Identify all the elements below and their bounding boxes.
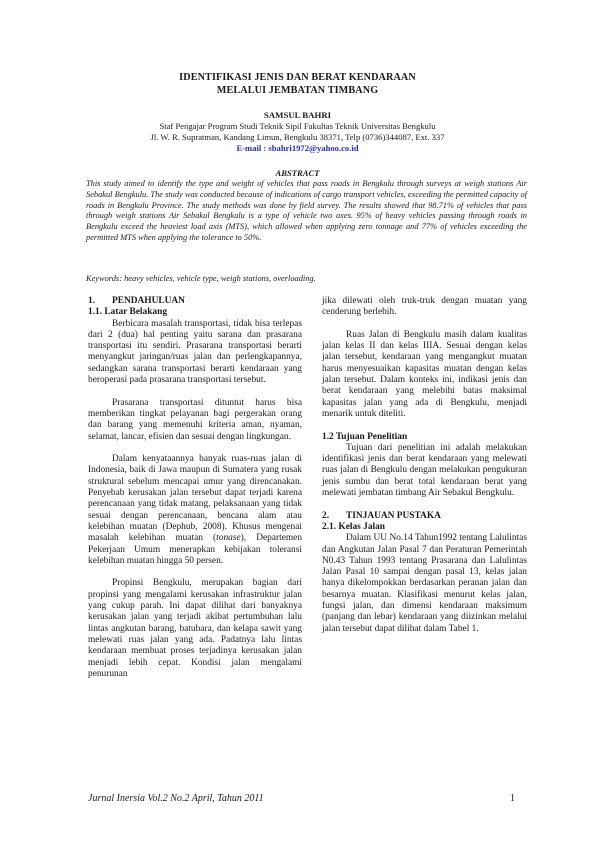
subsection-1-1-heading: 1.1. Latar Belakang xyxy=(88,307,168,318)
paragraph-4: Propinsi Bengkulu, merupakan bagian dari propinsi yang mengalami kerusakan infrastruktur jalan yang cukup parah. Ini dapat dilihat dari banyaknya kerusakan jalan yang terjadi akibat pertumbuhan lalu lintas angkutan barang, batubara, dan kelapa sawit yang melewati ruas jalan yang ada. Padatnya lalu lintas kendaraan membuat proses terjadinya kerusakan jalan menjadi lebih cepat. Kondisi jalan mengalami penurunan xyxy=(88,578,302,679)
paragraph-3-text-a: Dalam kenyataannya banyak ruas-ruas jalan di Indonesia, baik di Jawa maupun di Sumatera yang rusak struktural sebelum mencapai umur yang direncanakan. Penyebab kerusakan jalan tersebut dapat terjadi karena perencanaan yang tidak matang, pelaksanaan yang tidak sesuai dengan perencanaan, bencana alam atau kelebihan muatan (Dephub, 2008). Khusus mengenai masalah kelebihan muatan ( xyxy=(88,454,302,544)
paragraph-8: Dalam UU No.14 Tahun1992 tentang Lalulintas dan Angkutan Jalan Pasal 7 dan Peraturan Pemerintah N0.43 Tahun 1993 tentang Prasarana dan Lalulintas Jalan Pasal 10 sampai dengan pasal 13, kelas jalan hanya dikelompokkan berdasarkan peranan jalan dan besarnya muatan. Klasifikasi menurut kelas jalan, fungsi jalan, dan dimensi kendaraan maksimum (panjang dan lebar) kendaraan yang diizinkan melalui jalan tersebut dapat dilihat dalam Tabel 1. xyxy=(322,533,527,634)
paragraph-3 xyxy=(88,454,302,567)
author-name: SAMSUL BAHRI xyxy=(263,110,332,120)
section-2-title: TINJAUAN PUSTAKA xyxy=(346,510,441,521)
section-2-heading xyxy=(322,511,527,522)
affiliation-line-2: Jl. W. R. Supratman, Kandang Limun, Bengkulu 38371, Telp (0736)344087, Ext. 337 xyxy=(150,132,445,142)
paragraph-7: Tujuan dari penelitian ini adalah melakukan identifikasi jenis dan berat kendaraan yang melewati ruas jalan di Bengkulu dengan melakukan pengukuran jenis sumbu dan berat total kendaraan berat yang melewati jembatan timbang Air Sebakul Bengkulu. xyxy=(322,442,527,499)
abstract-text: This study aimed to identify the type and weight of vehicles that pass roads in Bengkulu through surveys at weigh stations Air Sebakul Bengkulu. The study was conducted because of indications of cargo transport vehicles, exceeding the permitted capacity of roads in Bengkulu Province. The study methods was done by field survey. The results showed that 98.71% of vehicles that pass through weigh stations Air Sebakul Bengkulu is a type of vehicle two axes. 95% of heavy vehicles passing through roads in Bengkulu exceed the heaviest load axis (MTS), which allowed when applying zero tonnage and 77% of vehicles exceeding the permitted MTS when applying the tolerance to 50%. xyxy=(86,179,527,242)
section-1-title: PENDAHULUAN xyxy=(112,296,185,306)
section-1-number: 1. xyxy=(88,296,96,306)
paragraph-1: Berbicara masalah transportasi, tidak bisa terlepas dari 2 (dua) hal penting yaitu sarana dan prasarana transportasi itu sendiri. Prasarana transportasi berarti menyangkut jaringan/ruas jalan dan perlengkapannya, sedangkan sarana transportasi berarti kendaraan yang beroperasi pada prasarana transportasi tersebut. xyxy=(88,318,302,386)
right-column xyxy=(322,296,527,635)
section-1-heading xyxy=(88,296,302,307)
paragraph-6: Ruas Jalan di Bengkulu masih dalam kualitas jalan kelas II dan kelas IIIA. Sesuai dengan kelas jalan tersebut, kendaraan yang mengangkut muatan harus menyesuaikan kapasitas muatan dengan kelas jalan tersebut. Dalam konteks ini, indikasi jenis dan berat kendaraan yang melebihi batas maksimal kapasitas jalan yang ada di Bengkulu, menjadi menarik untuk diteliti. xyxy=(322,329,527,419)
paragraph-2: Prasarana transportasi dituntut harus bisa memberikan tingkat pelayanan bagi pergerakan orang dan barang yang memenuhi kriteria aman, nyaman, selamat, lancar, efisien dan sesuai dengan lingkungan. xyxy=(88,397,302,442)
subsection-2-1-heading: 2.1. Kelas Jalan xyxy=(322,521,386,532)
footer-page-number: 1 xyxy=(510,793,515,804)
keywords: Keywords: heavy vehicles, vehicle type, weigh stations, overloading. xyxy=(86,274,316,283)
section-2-number: 2. xyxy=(322,510,330,521)
footer-journal-name: Jurnal Inersia Vol.2 No.2 April, Tahun 2011 xyxy=(88,793,264,804)
affiliation-line-1: Staf Pengajar Program Studi Teknik Sipil Fakultas Teknik Universitas Bengkulu xyxy=(159,121,436,131)
subsection-1-2-heading: 1.2 Tujuan Penelitian xyxy=(322,431,408,442)
left-column xyxy=(88,296,302,680)
paper-title-line-1: IDENTIFIKASI JENIS DAN BERAT KENDARAAN xyxy=(179,72,416,83)
paragraph-5: jika dilewati oleh truk-truk dengan muatan yang cenderung berlebih. xyxy=(322,296,527,318)
paragraph-3-italic-term: tonase xyxy=(216,533,241,544)
paper-title-line-2: MELALUI JEMBATAN TIMBANG xyxy=(216,85,379,96)
paragraph-3-text-b: ), Departemen Pekerjaan Umum menerapkan kebijakan toleransi kelebihan muatan hingga 50 persen. xyxy=(88,533,303,566)
author-email: E-mail : sbahri1972@yahoo.co.id xyxy=(236,143,359,153)
abstract-heading: ABSTRACT xyxy=(275,168,320,178)
